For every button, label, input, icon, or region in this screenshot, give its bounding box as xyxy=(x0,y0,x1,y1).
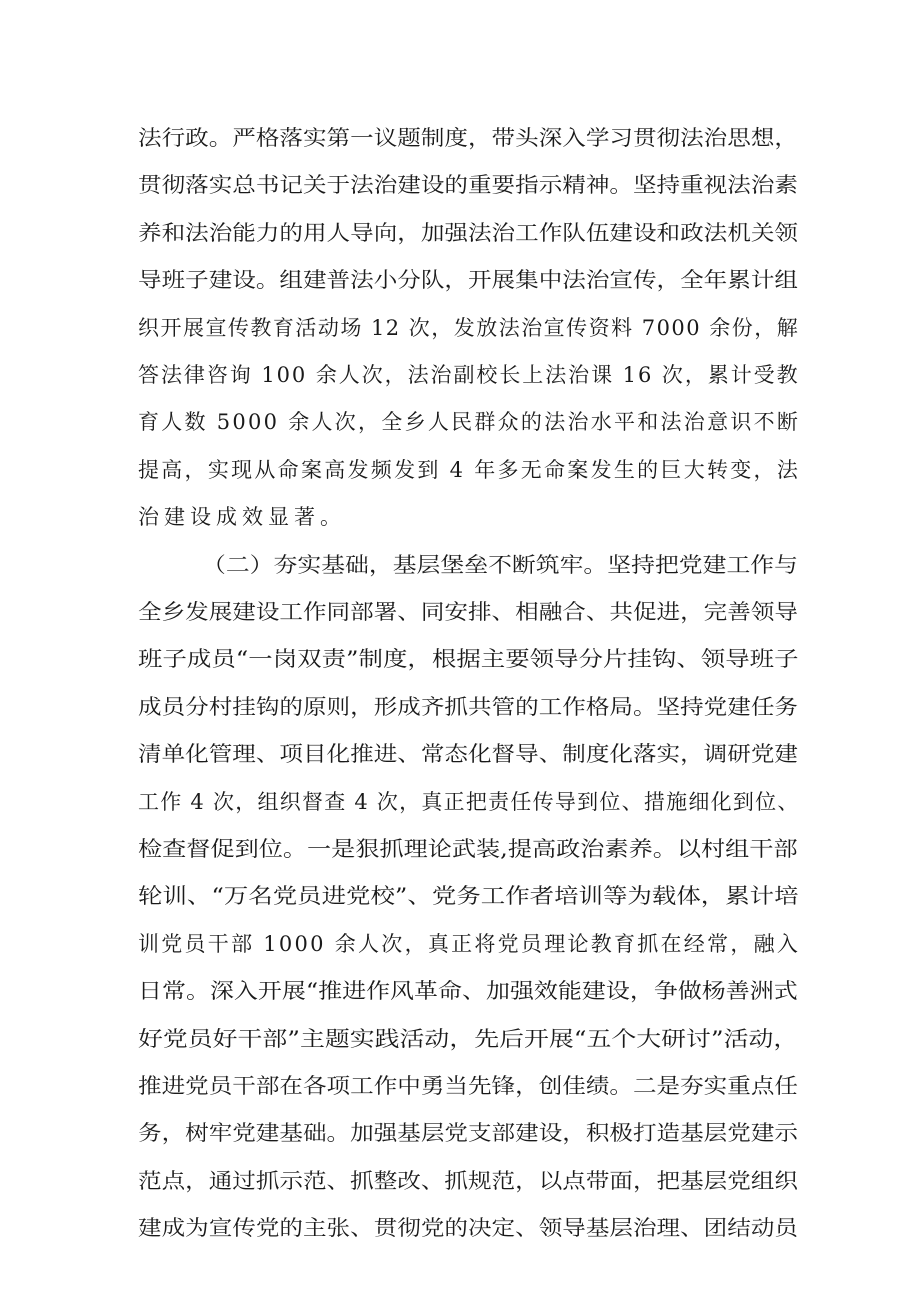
text-line: 建成为宣传党的主张、贯彻党的决定、领导基层治理、团结动员 xyxy=(138,1216,798,1241)
text-line: 工作 4 次，组织督查 4 次，真正把责任传导到位、措施细化到位、 xyxy=(138,789,800,814)
text-line: 清单化管理、项目化推进、常态化督导、制度化落实，调研党建 xyxy=(138,742,798,767)
text-line: 日常。深入开展“推进作风革命、加强效能建设，争做杨善洲式 xyxy=(138,979,798,1004)
text-line: 范点，通过抓示范、抓整改、抓规范，以点带面，把基层党组织 xyxy=(138,1168,798,1193)
text-line: 成员分村挂钩的原则，形成齐抓共管的工作格局。坚持党建任务 xyxy=(138,694,798,719)
text-line: 推进党员干部在各项工作中勇当先锋，创佳绩。二是夯实重点任 xyxy=(138,1074,798,1098)
text-line: 好党员好干部”主题实践活动，先后开展“五个大研讨”活动， xyxy=(138,1026,799,1051)
text-line: 答法律咨询 100 余人次，法治副校长上法治课 16 次，累计受教 xyxy=(138,363,800,387)
text-line: 育人数 5000 余人次，全乡人民群众的法治水平和法治意识不断 xyxy=(138,410,801,435)
text-line: 全乡发展建设工作同部署、同安排、相融合、共促进，完善领导 xyxy=(138,600,798,624)
text-line: 织开展宣传教育活动场 12 次，发放法治宣传资料 7000 余份，解 xyxy=(138,315,800,340)
text-line: 轮训、“万名党员进党校”、党务工作者培训等为载体，累计培 xyxy=(138,884,799,909)
text-line: 训党员干部 1000 余人次，真正将党员理论教育抓在经常，融入 xyxy=(138,931,801,956)
text-line: 务，树牢党建基础。加强基层党支部建设，积极打造基层党建示 xyxy=(138,1121,798,1146)
text-line: 检查督促到位。一是狠抓理论武装,提高政治素养。以村组干部 xyxy=(138,837,798,861)
text-line: 班子成员“一岗双责”制度，根据主要领导分片挂钩、领导班子 xyxy=(138,647,799,672)
text-line: （二）夯实基础，基层堡垒不断筑牢。坚持把党建工作与 xyxy=(202,552,798,577)
text-line: 养和法治能力的用人导向，加强法治工作队伍建设和政法机关领 xyxy=(138,220,798,245)
text-line: 导班子建设。组建普法小分队，开展集中法治宣传，全年累计组 xyxy=(138,268,798,293)
text-line: 治建设成效显著。 xyxy=(138,505,346,530)
text-line: 贯彻落实总书记关于法治建设的重要指示精神。坚持重视法治素 xyxy=(138,173,798,198)
text-line: 法行政。严格落实第一议题制度，带头深入学习贯彻法治思想， xyxy=(138,126,798,150)
text-line: 提高，实现从命案高发频发到 4 年多无命案发生的巨大转变，法 xyxy=(138,457,801,482)
